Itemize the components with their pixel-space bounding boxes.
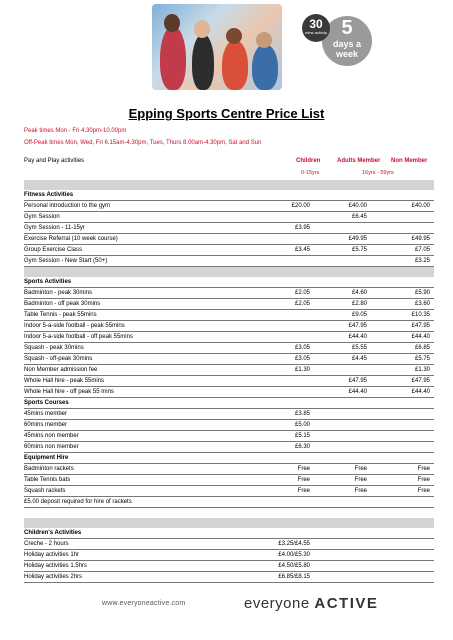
section-heading: Sports Courses [24,400,69,406]
peak-times: Peak times Mon - Fri 4.30pm-10.00pm [24,128,127,134]
non-member-price: £7.05 [414,247,430,253]
item-label: Indoor 5-a-side football - off peak 55mins [24,334,133,340]
non-member-price: £5.90 [414,290,430,296]
non-member-price: £6.85 [414,345,430,351]
item-label: Creche - 2 hours [24,541,69,547]
item-label: Gym Session [24,214,60,220]
adult-member-price: £44.40 [348,334,367,340]
sports-heading [24,277,434,288]
table-row [24,354,434,365]
adult-age-range: 16yrs - 59yrs [362,170,394,176]
children-price: £3.95 [294,225,310,231]
children-price: £3.85 [294,411,310,417]
non-member-price: Free [417,466,430,472]
adult-member-price: £47.95 [348,378,367,384]
item-label: Holiday activities 1.5hrs [24,563,88,569]
table-row [24,539,434,550]
children-price: £1.30 [294,367,310,373]
non-member-price: £47.95 [411,378,430,384]
table-row [24,464,434,475]
adult-member-price: £9.05 [351,312,367,318]
table-row [24,245,434,256]
children-price: £5.00 [294,422,310,428]
table-row [24,550,434,561]
item-label: Exercise Referral (10 week course) [24,236,118,242]
page-title: Epping Sports Centre Price List [128,106,325,121]
children-price: £20.00 [291,203,310,209]
children-price: £3.45 [294,247,310,253]
item-label: Badminton rackets [24,466,74,472]
adult-member-price: £5.55 [351,345,367,351]
adult-member-price: £44.40 [348,389,367,395]
table-row [24,223,434,234]
childrens-heading [24,528,434,539]
adult-member-price: £4.60 [351,290,367,296]
non-member-price: Free [417,477,430,483]
adult-member-price: Free [354,466,367,472]
section-heading: Sports Activities [24,279,72,285]
item-label: Squash - peak 30mins [24,345,84,351]
children-price: £3.25/£4.55 [278,541,310,547]
table-row [24,288,434,299]
table-row [24,442,434,453]
item-label: 45mins non member [24,433,79,439]
section-divider-band [24,267,434,277]
racket-deposit-note: £5.00 deposit required for hire of rackets [24,497,434,508]
item-label: Indoor 5-a-side football - peak 55mins [24,323,125,329]
table-row [24,201,434,212]
children-price: £4.50/£5.80 [278,563,310,569]
item-label: Personal introduction to the gym [24,203,111,209]
table-row [24,387,434,398]
header-photo-collage [152,4,282,90]
children-price: Free [297,477,310,483]
table-row [24,234,434,245]
adult-member-price: Free [354,477,367,483]
non-member-price: £1.30 [414,367,430,373]
item-label: Holiday activities 1hr [24,552,80,558]
30-mins-5-days-badge: 5 days a week 30 mins activity [302,14,388,66]
item-label: Table Tennis - peak 55mins [24,312,97,318]
section-heading: Children's Activities [24,530,82,536]
footer-website: www.everyoneactive.com [102,600,186,607]
non-member-price: £44.40 [411,389,430,395]
children-price: £5.15 [294,433,310,439]
section-divider-band [24,518,434,528]
adult-member-price: £40.00 [348,203,367,209]
table-row [24,376,434,387]
table-row [24,321,434,332]
non-member-price: £3.60 [414,301,430,307]
children-price: £2.05 [294,290,310,296]
item-label: Gym Session - 11-15yr [24,225,85,231]
item-label: Whole Hall hire - peak 55mins [24,378,105,384]
pay-and-play-label: Pay and Play activities [24,158,85,164]
adult-member-price: £49.95 [348,236,367,242]
item-label: Group Exercise Class [24,247,83,253]
everyone-active-logo: everyone ACTIVE [244,595,379,612]
non-member-price: £10.35 [411,312,430,318]
courses-heading [24,398,434,409]
children-price: Free [297,466,310,472]
fitness-heading [24,190,434,201]
non-member-column-header: Non Member [391,158,428,164]
table-row [24,299,434,310]
table-row [24,256,434,267]
table-row [24,475,434,486]
adult-member-price: £6.45 [351,214,367,220]
table-row [24,572,434,583]
non-member-price: £3.25 [414,258,430,264]
item-label: Non Member admission fee [24,367,98,373]
children-price: £6.30 [294,444,310,450]
children-price: £3.05 [294,356,310,362]
item-label: Badminton - peak 30mins [24,290,93,296]
adult-member-price: £47.95 [348,323,367,329]
section-heading: Equipment Hire [24,455,69,461]
adult-member-price: Free [354,488,367,494]
item-label: Gym Session - New Start (50+) [24,258,108,264]
adults-member-column-header: Adults Member [337,158,381,164]
item-label: 45mins member [24,411,68,417]
children-price: £3.05 [294,345,310,351]
children-column-header: Children [296,158,321,164]
children-price: £2.05 [294,301,310,307]
table-row [24,486,434,497]
item-label: Whole Hall hire - off peak 55 mins [24,389,114,395]
children-age-range: 0-15yrs [301,170,320,176]
table-row [24,212,434,223]
table-row [24,420,434,431]
section-divider-band [24,180,434,190]
table-row [24,343,434,354]
children-price: £6.85/£8.15 [278,574,310,580]
table-row [24,431,434,442]
non-member-price: £40.00 [411,203,430,209]
offpeak-times: Off-Peak times Mon, Wed, Fri 6.15am-4.30pm, Tues, Thurs 8.00am-4.30pm, Sat and Sun [24,140,262,146]
item-label: 60mins non member [24,444,79,450]
adult-member-price: £4.45 [351,356,367,362]
item-label: 60mins member [24,422,68,428]
item-label: Squash rackets [24,488,66,494]
adult-member-price: £5.75 [351,247,367,253]
table-row [24,332,434,343]
table-row [24,409,434,420]
children-price: £4.00/£5.30 [278,552,310,558]
non-member-price: £5.75 [414,356,430,362]
children-price: Free [297,488,310,494]
table-row [24,561,434,572]
table-row [24,310,434,321]
item-label: Badminton - off peak 30mins [24,301,101,307]
non-member-price: Free [417,488,430,494]
item-label: Holiday activities 2hrs [24,574,83,580]
equipment-heading [24,453,434,464]
adult-member-price: £2.80 [351,301,367,307]
non-member-price: £49.95 [411,236,430,242]
non-member-price: £44.40 [411,334,430,340]
section-heading: Fitness Activities [24,192,74,198]
item-label: Squash - off-peak 30mins [24,356,93,362]
item-label: Table Tennis bats [24,477,71,483]
table-row [24,365,434,376]
non-member-price: £47.95 [411,323,430,329]
